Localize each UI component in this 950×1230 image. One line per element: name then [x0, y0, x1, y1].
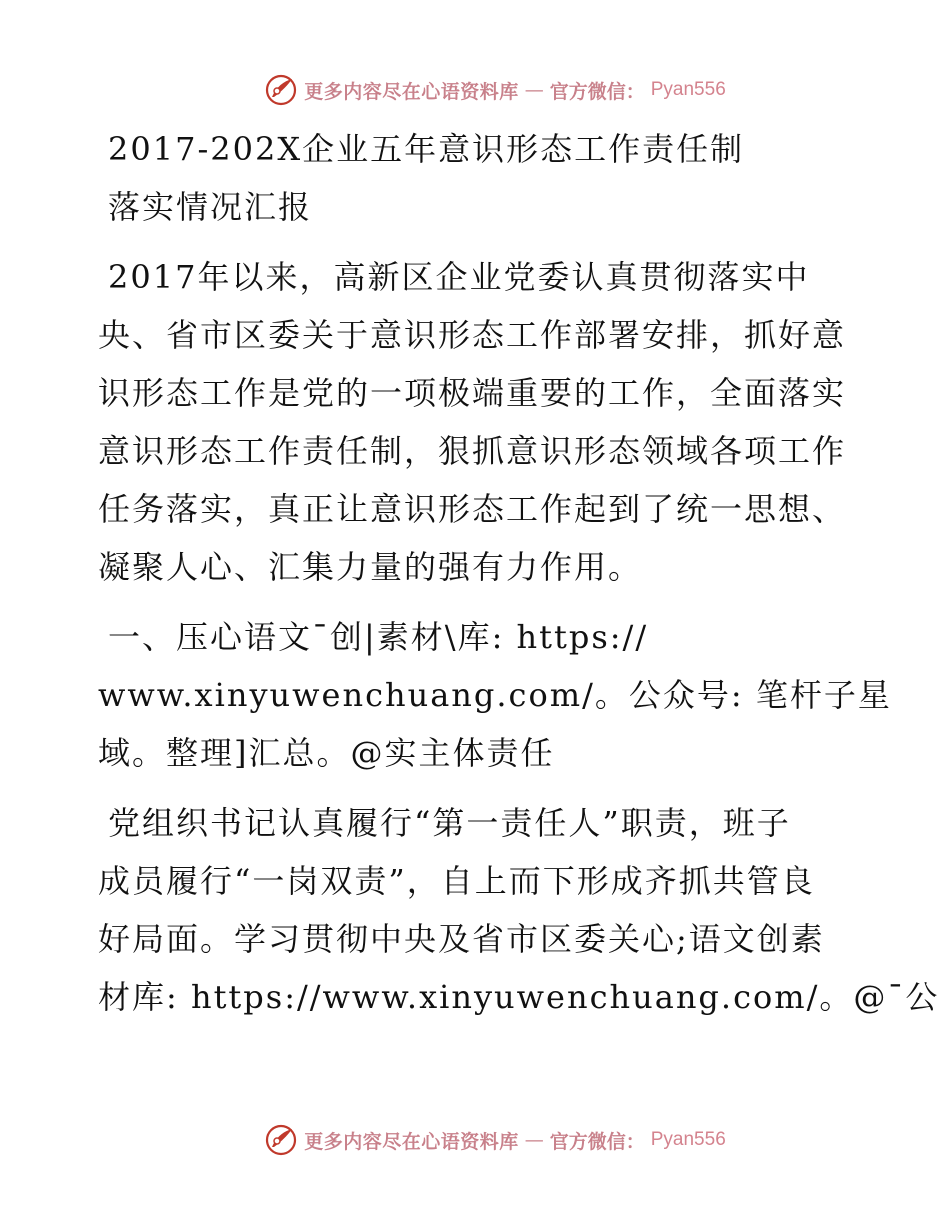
- paragraph-line: 成员履行“一岗双责”，自上而下形成齐抓共管良: [98, 862, 815, 900]
- watermark-separator: —: [524, 79, 544, 101]
- watermark-wechat-id: Pyan556: [650, 1129, 726, 1150]
- header-watermark: [0, 70, 950, 110]
- section-heading-line: www.xinyuwenchuang.com/。公众号: 笔杆子星: [98, 676, 892, 714]
- paragraph-line: 材库: https://www.xinyuwenchuang.com/。@¯公: [98, 978, 940, 1016]
- footer-watermark: [0, 1120, 950, 1160]
- paragraph-line: 识形态工作是党的一项极端重要的工作，全面落实: [98, 374, 847, 412]
- watermark-text: 更多内容尽在心语资料库: [304, 80, 519, 103]
- document-title-line-2: 落实情况汇报: [108, 188, 313, 226]
- document-body: [98, 120, 940, 1026]
- paragraph-line: 凝聚人心、汇集力量的强有力作用。: [98, 548, 643, 586]
- watermark-separator: —: [524, 1129, 544, 1151]
- watermark-group: [264, 73, 726, 107]
- paragraph-line: 意识形态工作责任制，狠抓意识形态领域各项工作: [98, 432, 847, 470]
- paragraph-line: 好局面。学习贯彻中央及省市区委关心;语文创素: [98, 920, 825, 958]
- watermark-text: 更多内容尽在心语资料库: [304, 1130, 519, 1153]
- quill-logo-icon: [264, 73, 298, 107]
- section-1-paragraph: [98, 794, 940, 1026]
- paragraph-line: 央、省市区委关于意识形态工作部署安排，抓好意: [98, 316, 847, 354]
- watermark-wechat-label: 官方微信：: [549, 80, 645, 103]
- paragraph-line: 2017年以来，高新区企业党委认真贯彻落实中: [108, 258, 810, 296]
- section-1-heading: [98, 608, 892, 782]
- quill-logo-icon: [264, 1123, 298, 1157]
- section-heading-line: 域。整理]汇总。@实主体责任: [98, 734, 555, 772]
- intro-paragraph: [98, 248, 858, 596]
- watermark-wechat-id: Pyan556: [650, 79, 726, 100]
- document-title-line-1: 2017-202X企业五年意识形态工作责任制: [108, 130, 745, 168]
- watermark-wechat-label: 官方微信：: [549, 1130, 645, 1153]
- section-heading-line: 一、压心语文¯创|素材\库: https://: [108, 618, 649, 656]
- watermark-group: [264, 1123, 726, 1157]
- paragraph-line: 任务落实，真正让意识形态工作起到了统一思想、: [98, 490, 847, 528]
- paragraph-line: 党组织书记认真履行“第一责任人”职责，班子: [108, 804, 791, 842]
